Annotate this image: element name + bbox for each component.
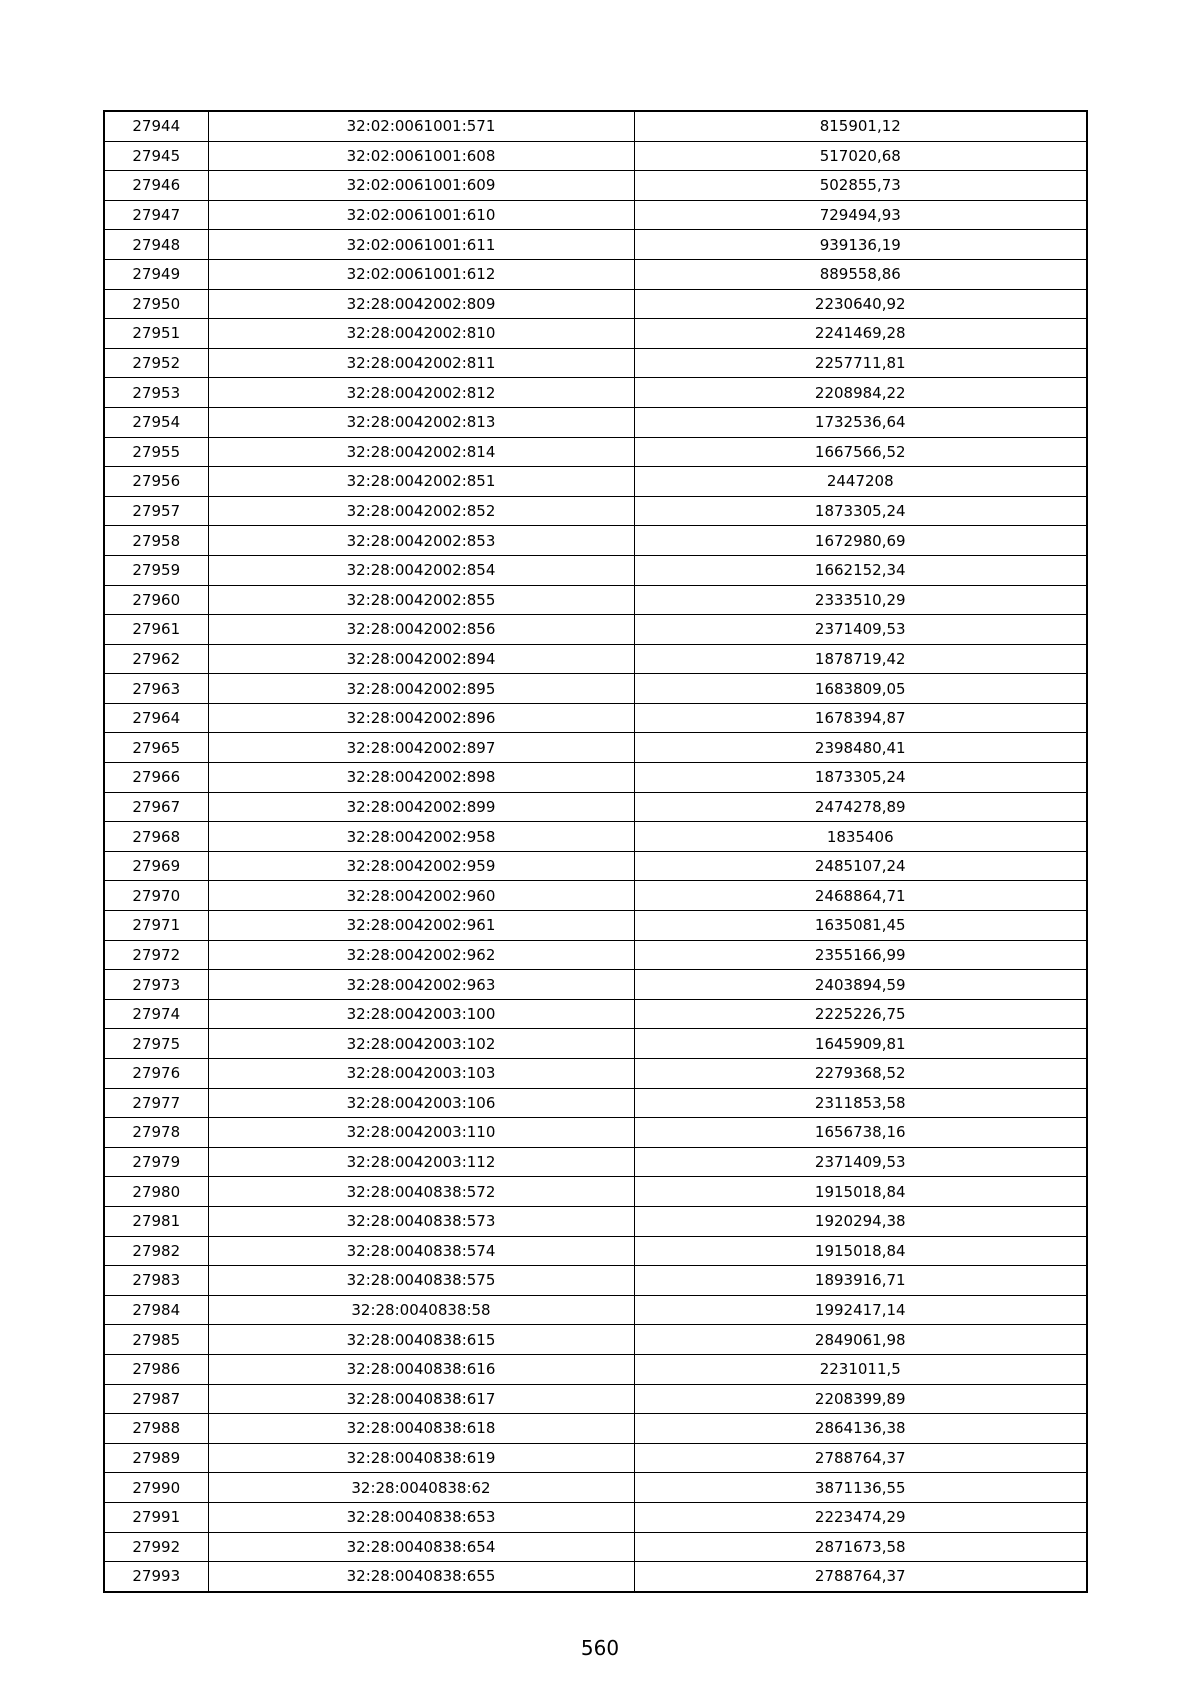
cadastral-number-cell: 32:28:0040838:574 bbox=[208, 1236, 634, 1266]
table-row bbox=[104, 1147, 1087, 1177]
table-row bbox=[104, 1354, 1087, 1384]
cadastral-number-cell: 32:28:0040838:616 bbox=[208, 1354, 634, 1384]
row-number-cell: 27992 bbox=[104, 1532, 208, 1562]
row-number-cell: 27948 bbox=[104, 230, 208, 260]
table-row bbox=[104, 1236, 1087, 1266]
value-cell: 2225226,75 bbox=[634, 999, 1087, 1029]
table-row bbox=[104, 703, 1087, 733]
cadastral-number-cell: 32:28:0040838:618 bbox=[208, 1414, 634, 1444]
value-cell: 1893916,71 bbox=[634, 1266, 1087, 1296]
cadastral-number-cell: 32:28:0042002:959 bbox=[208, 851, 634, 881]
cadastral-number-cell: 32:28:0042002:812 bbox=[208, 378, 634, 408]
row-number-cell: 27970 bbox=[104, 881, 208, 911]
row-number-cell: 27990 bbox=[104, 1473, 208, 1503]
table-row bbox=[104, 1088, 1087, 1118]
table-row bbox=[104, 1177, 1087, 1207]
value-cell: 2355166,99 bbox=[634, 940, 1087, 970]
table-row bbox=[104, 141, 1087, 171]
cadastral-number-cell: 32:28:0042002:963 bbox=[208, 970, 634, 1000]
value-cell: 939136,19 bbox=[634, 230, 1087, 260]
value-cell: 3871136,55 bbox=[634, 1473, 1087, 1503]
table-row bbox=[104, 970, 1087, 1000]
cadastral-number-cell: 32:28:0040838:619 bbox=[208, 1443, 634, 1473]
value-cell: 2849061,98 bbox=[634, 1325, 1087, 1355]
cadastral-number-cell: 32:28:0042002:851 bbox=[208, 467, 634, 497]
value-cell: 1635081,45 bbox=[634, 911, 1087, 941]
table-row bbox=[104, 585, 1087, 615]
table-row bbox=[104, 467, 1087, 497]
value-cell: 2311853,58 bbox=[634, 1088, 1087, 1118]
row-number-cell: 27966 bbox=[104, 763, 208, 793]
value-cell: 2371409,53 bbox=[634, 1147, 1087, 1177]
row-number-cell: 27975 bbox=[104, 1029, 208, 1059]
value-cell: 1920294,38 bbox=[634, 1206, 1087, 1236]
value-cell: 2230640,92 bbox=[634, 289, 1087, 319]
table-row bbox=[104, 615, 1087, 645]
row-number-cell: 27989 bbox=[104, 1443, 208, 1473]
value-cell: 517020,68 bbox=[634, 141, 1087, 171]
row-number-cell: 27950 bbox=[104, 289, 208, 319]
value-cell: 2371409,53 bbox=[634, 615, 1087, 645]
cadastral-number-cell: 32:28:0042002:898 bbox=[208, 763, 634, 793]
cadastral-number-cell: 32:28:0042002:811 bbox=[208, 348, 634, 378]
table-row bbox=[104, 1532, 1087, 1562]
cadastral-number-cell: 32:28:0042003:112 bbox=[208, 1147, 634, 1177]
value-cell: 1662152,34 bbox=[634, 555, 1087, 585]
table-row bbox=[104, 999, 1087, 1029]
value-cell: 1678394,87 bbox=[634, 703, 1087, 733]
cadastral-number-cell: 32:28:0040838:655 bbox=[208, 1562, 634, 1592]
value-cell: 2403894,59 bbox=[634, 970, 1087, 1000]
table-row bbox=[104, 555, 1087, 585]
row-number-cell: 27947 bbox=[104, 200, 208, 230]
row-number-cell: 27960 bbox=[104, 585, 208, 615]
row-number-cell: 27991 bbox=[104, 1502, 208, 1532]
cadastral-number-cell: 32:28:0042002:852 bbox=[208, 496, 634, 526]
table-row bbox=[104, 1295, 1087, 1325]
table-row bbox=[104, 674, 1087, 704]
cadastral-number-cell: 32:28:0042002:895 bbox=[208, 674, 634, 704]
cadastral-number-cell: 32:28:0042003:100 bbox=[208, 999, 634, 1029]
table-row bbox=[104, 763, 1087, 793]
table-row bbox=[104, 822, 1087, 852]
row-number-cell: 27988 bbox=[104, 1414, 208, 1444]
row-number-cell: 27969 bbox=[104, 851, 208, 881]
row-number-cell: 27945 bbox=[104, 141, 208, 171]
value-cell: 1835406 bbox=[634, 822, 1087, 852]
row-number-cell: 27974 bbox=[104, 999, 208, 1029]
row-number-cell: 27976 bbox=[104, 1059, 208, 1089]
cadastral-number-cell: 32:02:0061001:609 bbox=[208, 171, 634, 201]
value-cell: 1873305,24 bbox=[634, 496, 1087, 526]
table-row bbox=[104, 881, 1087, 911]
cadastral-number-cell: 32:28:0040838:617 bbox=[208, 1384, 634, 1414]
table-row bbox=[104, 289, 1087, 319]
table-row bbox=[104, 496, 1087, 526]
row-number-cell: 27980 bbox=[104, 1177, 208, 1207]
cadastral-number-cell: 32:02:0061001:612 bbox=[208, 259, 634, 289]
cadastral-number-cell: 32:28:0042002:853 bbox=[208, 526, 634, 556]
value-cell: 2485107,24 bbox=[634, 851, 1087, 881]
value-cell: 2223474,29 bbox=[634, 1502, 1087, 1532]
row-number-cell: 27968 bbox=[104, 822, 208, 852]
value-cell: 2398480,41 bbox=[634, 733, 1087, 763]
value-cell: 1672980,69 bbox=[634, 526, 1087, 556]
value-cell: 2447208 bbox=[634, 467, 1087, 497]
row-number-cell: 27977 bbox=[104, 1088, 208, 1118]
value-cell: 2333510,29 bbox=[634, 585, 1087, 615]
cadastral-number-cell: 32:28:0042002:894 bbox=[208, 644, 634, 674]
cadastral-number-cell: 32:28:0042002:810 bbox=[208, 319, 634, 349]
row-number-cell: 27967 bbox=[104, 792, 208, 822]
cadastral-number-cell: 32:28:0042002:813 bbox=[208, 407, 634, 437]
table-row bbox=[104, 407, 1087, 437]
value-cell: 1915018,84 bbox=[634, 1177, 1087, 1207]
row-number-cell: 27987 bbox=[104, 1384, 208, 1414]
table-row bbox=[104, 792, 1087, 822]
row-number-cell: 27953 bbox=[104, 378, 208, 408]
value-cell: 1732536,64 bbox=[634, 407, 1087, 437]
row-number-cell: 27955 bbox=[104, 437, 208, 467]
cadastral-number-cell: 32:28:0042002:814 bbox=[208, 437, 634, 467]
value-cell: 1992417,14 bbox=[634, 1295, 1087, 1325]
value-cell: 729494,93 bbox=[634, 200, 1087, 230]
cadastral-number-cell: 32:02:0061001:571 bbox=[208, 111, 634, 141]
table-row bbox=[104, 1562, 1087, 1592]
table-row bbox=[104, 851, 1087, 881]
value-cell: 2208984,22 bbox=[634, 378, 1087, 408]
row-number-cell: 27956 bbox=[104, 467, 208, 497]
table-row bbox=[104, 348, 1087, 378]
row-number-cell: 27949 bbox=[104, 259, 208, 289]
table-row bbox=[104, 940, 1087, 970]
table-row bbox=[104, 1325, 1087, 1355]
row-number-cell: 27986 bbox=[104, 1354, 208, 1384]
row-number-cell: 27971 bbox=[104, 911, 208, 941]
cadastral-number-cell: 32:28:0040838:572 bbox=[208, 1177, 634, 1207]
cadastral-number-cell: 32:28:0042002:961 bbox=[208, 911, 634, 941]
table-row bbox=[104, 111, 1087, 141]
cadastral-number-cell: 32:02:0061001:610 bbox=[208, 200, 634, 230]
table-row bbox=[104, 171, 1087, 201]
table-row bbox=[104, 200, 1087, 230]
row-number-cell: 27982 bbox=[104, 1236, 208, 1266]
cadastral-number-cell: 32:28:0042002:896 bbox=[208, 703, 634, 733]
value-cell: 1667566,52 bbox=[634, 437, 1087, 467]
row-number-cell: 27954 bbox=[104, 407, 208, 437]
cadastral-number-cell: 32:28:0040838:575 bbox=[208, 1266, 634, 1296]
row-number-cell: 27965 bbox=[104, 733, 208, 763]
table-body bbox=[104, 111, 1087, 1592]
cadastral-number-cell: 32:28:0042003:102 bbox=[208, 1029, 634, 1059]
value-cell: 2788764,37 bbox=[634, 1443, 1087, 1473]
value-cell: 1683809,05 bbox=[634, 674, 1087, 704]
value-cell: 2871673,58 bbox=[634, 1532, 1087, 1562]
cadastral-number-cell: 32:28:0040838:654 bbox=[208, 1532, 634, 1562]
page-number: 560 bbox=[580, 1636, 620, 1660]
table-row bbox=[104, 1118, 1087, 1148]
value-cell: 2257711,81 bbox=[634, 348, 1087, 378]
value-cell: 2468864,71 bbox=[634, 881, 1087, 911]
row-number-cell: 27961 bbox=[104, 615, 208, 645]
row-number-cell: 27959 bbox=[104, 555, 208, 585]
table-row bbox=[104, 733, 1087, 763]
table-row bbox=[104, 1414, 1087, 1444]
row-number-cell: 27978 bbox=[104, 1118, 208, 1148]
table-row bbox=[104, 644, 1087, 674]
row-number-cell: 27958 bbox=[104, 526, 208, 556]
cadastral-number-cell: 32:28:0042003:106 bbox=[208, 1088, 634, 1118]
cadastral-number-cell: 32:28:0040838:653 bbox=[208, 1502, 634, 1532]
row-number-cell: 27962 bbox=[104, 644, 208, 674]
cadastral-number-cell: 32:28:0040838:615 bbox=[208, 1325, 634, 1355]
table-row bbox=[104, 1266, 1087, 1296]
row-number-cell: 27983 bbox=[104, 1266, 208, 1296]
row-number-cell: 27946 bbox=[104, 171, 208, 201]
value-cell: 2279368,52 bbox=[634, 1059, 1087, 1089]
cadastral-number-cell: 32:28:0042002:958 bbox=[208, 822, 634, 852]
table-row bbox=[104, 1029, 1087, 1059]
value-cell: 2788764,37 bbox=[634, 1562, 1087, 1592]
value-cell: 2241469,28 bbox=[634, 319, 1087, 349]
table-row bbox=[104, 437, 1087, 467]
cadastral-number-cell: 32:28:0042002:899 bbox=[208, 792, 634, 822]
row-number-cell: 27979 bbox=[104, 1147, 208, 1177]
cadastral-number-cell: 32:02:0061001:608 bbox=[208, 141, 634, 171]
cadastral-number-cell: 32:28:0042002:856 bbox=[208, 615, 634, 645]
table-row bbox=[104, 1206, 1087, 1236]
row-number-cell: 27972 bbox=[104, 940, 208, 970]
row-number-cell: 27993 bbox=[104, 1562, 208, 1592]
table-row bbox=[104, 911, 1087, 941]
row-number-cell: 27952 bbox=[104, 348, 208, 378]
row-number-cell: 27973 bbox=[104, 970, 208, 1000]
row-number-cell: 27944 bbox=[104, 111, 208, 141]
value-cell: 1645909,81 bbox=[634, 1029, 1087, 1059]
data-table bbox=[103, 110, 1088, 1593]
cadastral-number-cell: 32:28:0040838:62 bbox=[208, 1473, 634, 1503]
table-row bbox=[104, 230, 1087, 260]
row-number-cell: 27957 bbox=[104, 496, 208, 526]
table-row bbox=[104, 1384, 1087, 1414]
value-cell: 1656738,16 bbox=[634, 1118, 1087, 1148]
row-number-cell: 27984 bbox=[104, 1295, 208, 1325]
cadastral-number-cell: 32:28:0042003:110 bbox=[208, 1118, 634, 1148]
table-row bbox=[104, 1502, 1087, 1532]
row-number-cell: 27963 bbox=[104, 674, 208, 704]
table-row bbox=[104, 1473, 1087, 1503]
cadastral-number-cell: 32:28:0040838:58 bbox=[208, 1295, 634, 1325]
value-cell: 2474278,89 bbox=[634, 792, 1087, 822]
value-cell: 2864136,38 bbox=[634, 1414, 1087, 1444]
value-cell: 815901,12 bbox=[634, 111, 1087, 141]
cadastral-number-cell: 32:28:0042002:854 bbox=[208, 555, 634, 585]
value-cell: 502855,73 bbox=[634, 171, 1087, 201]
table-row bbox=[104, 1059, 1087, 1089]
cadastral-number-cell: 32:02:0061001:611 bbox=[208, 230, 634, 260]
cadastral-number-cell: 32:28:0042002:962 bbox=[208, 940, 634, 970]
value-cell: 1873305,24 bbox=[634, 763, 1087, 793]
table-row bbox=[104, 259, 1087, 289]
cadastral-number-cell: 32:28:0042002:855 bbox=[208, 585, 634, 615]
table-row bbox=[104, 1443, 1087, 1473]
row-number-cell: 27951 bbox=[104, 319, 208, 349]
value-cell: 1878719,42 bbox=[634, 644, 1087, 674]
cadastral-number-cell: 32:28:0042003:103 bbox=[208, 1059, 634, 1089]
row-number-cell: 27964 bbox=[104, 703, 208, 733]
value-cell: 2208399,89 bbox=[634, 1384, 1087, 1414]
table-row bbox=[104, 526, 1087, 556]
table-row bbox=[104, 378, 1087, 408]
table-row bbox=[104, 319, 1087, 349]
cadastral-number-cell: 32:28:0040838:573 bbox=[208, 1206, 634, 1236]
cadastral-number-cell: 32:28:0042002:897 bbox=[208, 733, 634, 763]
value-cell: 2231011,5 bbox=[634, 1354, 1087, 1384]
cadastral-number-cell: 32:28:0042002:960 bbox=[208, 881, 634, 911]
value-cell: 1915018,84 bbox=[634, 1236, 1087, 1266]
cadastral-number-cell: 32:28:0042002:809 bbox=[208, 289, 634, 319]
value-cell: 889558,86 bbox=[634, 259, 1087, 289]
row-number-cell: 27981 bbox=[104, 1206, 208, 1236]
row-number-cell: 27985 bbox=[104, 1325, 208, 1355]
